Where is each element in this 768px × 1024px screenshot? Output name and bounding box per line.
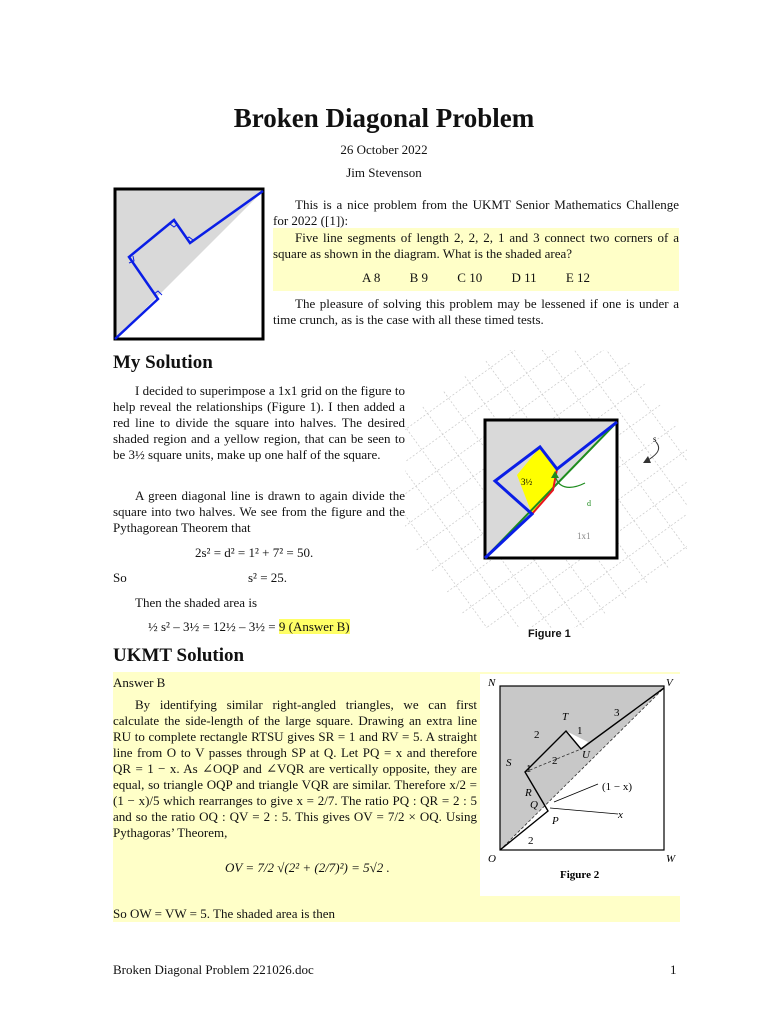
equation-3-text: ½ s² – 3½ = 12½ – 3½ =: [148, 619, 276, 634]
choice-a: A 8: [361, 270, 381, 285]
fig2-label-o: O: [488, 853, 496, 865]
fig1-label-d: d: [587, 499, 591, 508]
figure-1-caption: Figure 1: [528, 628, 571, 640]
fig1-label-grid: 1x1: [577, 531, 591, 541]
fig1-label-area: 3½: [521, 477, 533, 487]
fig2-seg-1a: 1: [577, 725, 583, 737]
fig2-seg-2b: 2: [552, 755, 558, 767]
date: 26 October 2022: [340, 142, 428, 157]
fig2-label-s: S: [506, 757, 512, 769]
my-solution-p1: I decided to superimpose a 1x1 grid on the figure to help reveal the relationships (Figure 1). I then added a red line to divide the square into halves. The desired shaded region and a yellow region, that can be seen to be 3½ square units, make up one half of the square.: [113, 383, 405, 462]
so-label: So: [113, 570, 127, 585]
answer-highlight: 9 (Answer B): [278, 619, 350, 634]
answer-choices: [273, 270, 679, 286]
page-title: Broken Diagonal Problem: [233, 103, 535, 133]
fig2-label-q: Q: [530, 799, 538, 811]
my-solution-p2: A green diagonal line is drawn to again divide the square into two halves. We see from the figure and the Pythagorean Theorem that: [113, 488, 405, 535]
figure-2-caption: Figure 2: [560, 869, 600, 881]
equation-3: [148, 619, 350, 635]
fig2-label-u: U: [582, 749, 590, 761]
my-solution-heading: My Solution: [113, 352, 213, 373]
fig2-label-one-minus-x: (1 − x): [602, 781, 633, 793]
fig2-seg-3: 3: [614, 707, 620, 719]
fig2-label-t: T: [562, 711, 569, 723]
figure-2: [480, 674, 680, 896]
problem-box: [273, 228, 679, 291]
fig2-seg-1b: 1: [526, 763, 532, 775]
ukmt-paragraph: By identifying similar right-angled triangles, we can first calculate the side-length of the large square. Drawing an extra line RU to complete rectangle RTSU gives SR = 1 and RV = 5. A straight line from O to V passes through SP at Q. Let PQ = x and therefore QR = 1 − x. As ∠OQP and ∠VQR are vertically opposite, they are equal, so triangle OQP and triangle VQR are similar. Therefore x/2 = (1 − x)/5 which rearranges to give x = 2/7. The ratio PQ : QR = 2 : 5 and so the ratio OQ : QV = 2 : 5. This gives OV = 7/2 × OQ. Using Pythagoras’ Theorem,: [113, 697, 477, 840]
author: Jim Stevenson: [346, 165, 422, 180]
fig2-label-w: W: [666, 853, 676, 865]
ukmt-p2: So OW = VW = 5. The shaded area is then: [113, 906, 336, 921]
pleasure-text: The pleasure of solving this problem may be lessened if one is under a time crunch, as is the case with all these timed tests.: [273, 296, 679, 327]
intro-text: This is a nice problem from the UKMT Senior Mathematics Challenge for 2022 ([1]):: [273, 197, 679, 228]
ukmt-answer-line: Answer B: [113, 675, 166, 690]
equation-1: 2s² = d² = 1² + 7² = 50.: [195, 545, 314, 560]
fig2-label-r: R: [525, 787, 532, 799]
then-text: Then the shaded area is: [135, 595, 258, 610]
choice-d: D 11: [511, 270, 537, 285]
equation-2: s² = 25.: [248, 570, 288, 585]
fig2-label-v: V: [666, 677, 673, 689]
fig1-label-s: s: [653, 434, 657, 444]
footer-filename: Broken Diagonal Problem 221026.doc: [113, 962, 314, 977]
choice-b: B 9: [409, 270, 429, 285]
ov-formula: OV = 7/2 √(2² + (2/7)²) = 5√2 .: [225, 860, 390, 875]
fig2-seg-2c: 2: [528, 835, 534, 847]
fig2-seg-2a: 2: [534, 729, 540, 741]
fig2-label-x: x: [618, 809, 623, 821]
choice-e: E 12: [565, 270, 591, 285]
fig2-label-n: N: [488, 677, 496, 689]
page-number: 1: [670, 962, 677, 977]
problem-diagram: [113, 187, 265, 341]
fig2-label-p: P: [552, 815, 559, 827]
figure-1: [405, 350, 687, 628]
choice-c: C 10: [457, 270, 483, 285]
problem-text: Five line segments of length 2, 2, 2, 1 and 3 connect two corners of a square as shown in the diagram. What is the shaded area?: [273, 230, 679, 261]
ukmt-heading: UKMT Solution: [113, 645, 245, 666]
